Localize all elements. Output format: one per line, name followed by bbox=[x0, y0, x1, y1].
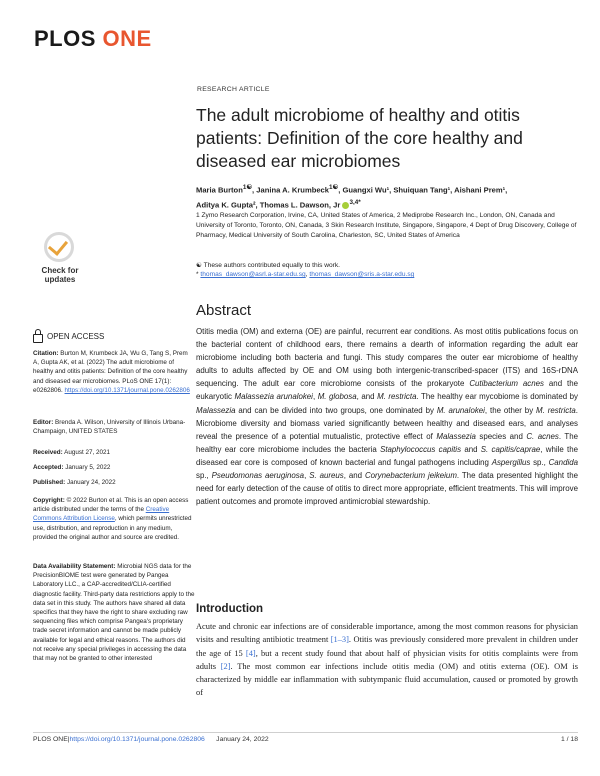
introduction-heading: Introduction bbox=[196, 603, 264, 615]
email-link[interactable]: thomas_dawson@sris.a-star.edu.sg bbox=[309, 271, 415, 278]
cc-license-link[interactable]: Creative Commons Attribution License bbox=[33, 506, 170, 523]
footer-journal: PLOS ONE bbox=[33, 736, 68, 743]
accepted-date: January 5, 2022 bbox=[65, 464, 111, 471]
author-name[interactable]: Maria Burton bbox=[196, 185, 243, 195]
citation-label: Citation: bbox=[33, 350, 59, 357]
copyright-block bbox=[33, 496, 195, 542]
check-for-updates-badge[interactable] bbox=[30, 232, 90, 284]
email-star: * bbox=[196, 271, 199, 278]
introduction-body: Acute and chronic ear infections are of considerable importance, among the most common reasons for physician visits and resulting antibiotic treatment [1–3]. Otitis was previously considered more prevalent in children under the age of 15 [4], but a recent study found that about half of physician visits for otitis complaints were from adults [2]. The most common ear infections include otitis media (OM) and otitis externa (OE). OM is characterized by middle ear inflammation with subtympanic fluid accumulation, caused or promoted by growth of bbox=[196, 622, 578, 698]
abstract-heading: Abstract bbox=[196, 302, 252, 319]
copyright-text-2: , which permits unrestricted use, distribution, and reproduction in any medium, provided the original author and source are credited. bbox=[33, 515, 192, 541]
page-number: 1 / 18 bbox=[560, 736, 578, 743]
corresponding-emails: * thomas_dawson@asrl.a-star.edu.sg, thomas_dawson@sris.a-star.edu.sg bbox=[196, 271, 415, 278]
article-title: The adult microbiome of healthy and otitis patients: Definition of the core healthy and diseased ear microbiomes bbox=[196, 105, 523, 171]
badge-line1: Check for bbox=[41, 266, 79, 275]
article-type: RESEARCH ARTICLE bbox=[197, 86, 270, 93]
published-label: Published: bbox=[33, 479, 66, 486]
received-block bbox=[33, 448, 195, 457]
published-block bbox=[33, 478, 195, 487]
author-list: Maria Burton$^{1☯}$, Janina A. Krumbeck$^{1☯}$, Guangxi Wu¹, Shuiquan Tang¹, Aishani Prem¹, Aditya K. Gupta², Thomas L. Dawson, Jr $^{3,4*}$ bbox=[196, 184, 508, 210]
data-availability-block bbox=[33, 562, 195, 663]
accepted-label: Accepted: bbox=[33, 464, 64, 471]
received-date: August 27, 2021 bbox=[64, 449, 111, 456]
open-lock-icon bbox=[33, 334, 43, 343]
author-name[interactable]: Janina A. Krumbeck bbox=[256, 185, 330, 195]
open-access-label bbox=[33, 332, 104, 341]
reference-link[interactable]: [2] bbox=[220, 661, 231, 671]
data-availability-text: Microbial NGS data for the PrecisionBIOME test were generated by Pangea Laboratory LLC., a CAP-accredited/CLIA-certified diagnostic facility. Third-party data restrictions apply to the data set in this study. The authors have shared all data specifics that they have the right to share excluding raw sequencing files which comprise Pangea's proprietary trade secret information and cannot be made publicly available for legal and ethical reasons. The authors did not receive any special privileges in accessing the data that may not be granted to other interested bbox=[33, 563, 195, 663]
journal-logo bbox=[34, 26, 152, 52]
logo-one: ONE bbox=[102, 26, 152, 51]
copyright-text-1: © 2022 Burton et al. This is an open access article distributed under the terms of the bbox=[33, 497, 189, 514]
footer-divider bbox=[33, 732, 578, 733]
check-icon bbox=[44, 232, 74, 262]
editor-block bbox=[33, 418, 195, 436]
reference-link[interactable]: [1–3] bbox=[330, 635, 349, 645]
citation-doi-link[interactable]: https://doi.org/10.1371/journal.pone.0262806 bbox=[64, 386, 190, 394]
editor-text: Brenda A. Wilson, University of Illinois Urbana-Champaign, UNITED STATES bbox=[33, 419, 186, 436]
data-availability-label: Data Availability Statement: bbox=[33, 563, 116, 570]
citation-block bbox=[33, 349, 195, 395]
reference-link[interactable]: [4] bbox=[245, 648, 256, 658]
email-link[interactable]: thomas_dawson@asrl.a-star.edu.sg bbox=[200, 271, 306, 278]
accepted-block bbox=[33, 463, 195, 472]
abstract-body: Otitis media (OM) and externa (OE) are painful, recurrent ear conditions. As most otitis publications focus on the bacterial content of childhood ears, there remains a dearth of information regarding the adult ear microbiome including both bacteria and fungi. This study compares the outer ear microbiome of healthy adults to adults affected by OE and OM using both intergenic-transcribed-spacer (ITS) and 16S-rDNA sequencing. The adult ear core microbiome consists of the prokaryote Cutibacterium acnes and the eukaryotic Malassezia arunalokei, M. globosa, and M. restricta. The healthy ear mycobiome is dominated by Malassezia and can be divided into two groups, one dominated by M. arunalokei, the other by M. restricta. Microbiome diversity and biomass varied significantly between healthy and diseased ears, and analyses reveal the presence of a potential mutualistic, protective effect of Malassezia species and C. acnes. The healthy ear core microbiome includes the bacteria Staphylococcus capitis and S. capitis/caprae, while the diseased ear core is composed of known bacterial and fungal pathogens including Aspergillus sp., Candida sp., Pseudomonas aeruginosa, S. aureus, and Corynebacterium jeikeium. The data presented highlight the need for early detection of the cause of otitis to direct more appropriate, efficient treatments. This will improve patient outcomes and promote improved antimicrobial stewardship. bbox=[196, 327, 579, 507]
logo-plos: PLOS bbox=[34, 26, 96, 51]
author-names-line3: Aditya K. Gupta², Thomas L. Dawson, Jr bbox=[196, 200, 341, 210]
page-footer: PLOS ONE | https://doi.org/10.1371/journal.pone.0262806 January 24, 2022 1 / 18 bbox=[33, 736, 578, 743]
equal-contribution-note: ☯ These authors contributed equally to this work. bbox=[196, 262, 340, 269]
author-names-rest: , Guangxi Wu¹, Shuiquan Tang¹, Aishani Prem¹, bbox=[338, 185, 508, 195]
received-label: Received: bbox=[33, 449, 63, 456]
footer-doi-link[interactable]: https://doi.org/10.1371/journal.pone.0262806 bbox=[69, 736, 205, 743]
editor-label: Editor: bbox=[33, 419, 54, 426]
open-access-text: OPEN ACCESS bbox=[47, 332, 105, 341]
affiliations: 1 Zymo Research Corporation, Irvine, CA, United States of America, 2 Mediprobe Research Inc., London, ON, Canada and University of Toronto, Toronto, ON, Canada, 3 Skin Research Institute, Singapore, Singapore, 4 Dept of Drug Discovery, College of Pharmacy, Medical University of South Carolina, Charleston, SC, United States of America bbox=[196, 212, 577, 239]
published-date: January 24, 2022 bbox=[66, 479, 116, 486]
citation-text: Burton M, Krumbeck JA, Wu G, Tang S, Prem A, Gupta AK, et al. (2022) The adult microbiome of healthy and otitis patients: Definition of the core healthy and diseased ear microbiomes. PLoS ONE 17(1): e0262806. bbox=[33, 350, 188, 394]
badge-line2: updates bbox=[44, 275, 76, 284]
copyright-label: Copyright: bbox=[33, 497, 65, 504]
footer-date: January 24, 2022 bbox=[216, 736, 269, 743]
